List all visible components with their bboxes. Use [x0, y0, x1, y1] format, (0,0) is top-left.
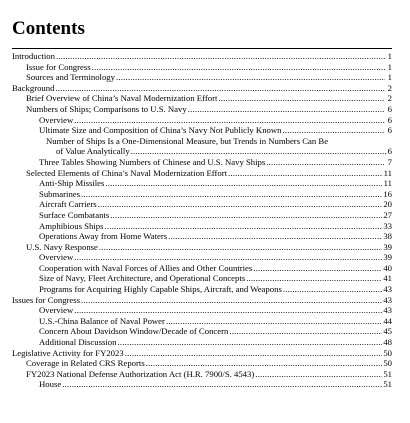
toc-entry-label: Overview [39, 252, 74, 263]
toc-entry-page: 43 [383, 284, 392, 295]
toc-entry-page: 1 [387, 61, 392, 72]
dot-leader [54, 83, 385, 94]
toc-entry-label: Size of Navy, Fleet Architecture, and Operational Concepts [39, 273, 246, 284]
toc-entry-number-of-ships-measure[interactable] [12, 136, 392, 157]
dot-leader [116, 337, 382, 348]
dot-leader [55, 51, 385, 62]
toc-entry-label: Issue for Congress [26, 61, 91, 72]
dot-leader [130, 146, 387, 157]
toc-entry-overview[interactable] [12, 252, 392, 263]
toc-entry-label: Programs for Acquiring Highly Capable Ships, Aircraft, and Weapons [39, 284, 282, 295]
toc-entry-page: 43 [383, 305, 392, 316]
toc-entry-label: Overview [39, 114, 74, 125]
toc-entry-page: 41 [383, 273, 392, 284]
toc-entry-page: 1 [387, 72, 392, 83]
toc-entry-overview[interactable] [12, 305, 392, 316]
dot-leader [145, 358, 383, 369]
toc-entry-operations-away[interactable] [12, 231, 392, 242]
dot-leader [91, 62, 385, 73]
toc-entry-label: Issues for Congress [12, 294, 81, 305]
toc-entry-balance-of-naval-power[interactable] [12, 316, 392, 327]
toc-entry-page: 50 [383, 358, 392, 369]
toc-entry-page: 48 [383, 337, 392, 348]
toc-entry-label: House [39, 379, 62, 390]
toc-entry-label: Legislative Activity for FY2023 [12, 347, 124, 358]
toc-entry-label-continued: of Value Analytically [56, 146, 130, 157]
toc-entry-anti-ship-missiles[interactable] [12, 178, 392, 189]
toc-entry-label: Sources and Terminology [26, 72, 115, 83]
dot-leader [115, 72, 385, 83]
dot-leader [282, 284, 382, 295]
toc-entry-label: Submarines [39, 188, 81, 199]
dot-leader [73, 115, 385, 126]
dot-leader [104, 178, 382, 189]
toc-entry-page: 6 [387, 114, 392, 125]
dot-leader [227, 168, 383, 179]
dot-leader [254, 369, 382, 380]
dot-leader [97, 199, 383, 210]
dot-leader [217, 93, 385, 104]
toc-entry-numbers-of-ships[interactable] [12, 104, 392, 115]
toc-entry-page: 44 [383, 315, 392, 326]
toc-entry-aircraft-carriers[interactable] [12, 199, 392, 210]
toc-entry-label: Aircraft Carriers [39, 199, 97, 210]
toc-entry-page: 11 [383, 178, 392, 189]
dot-leader [252, 263, 382, 274]
toc-entry-page: 1 [387, 51, 392, 61]
toc-entry-label: Numbers of Ships; Comparisons to U.S. Navy [26, 103, 187, 114]
toc-entry-label: Amphibious Ships [39, 220, 104, 231]
toc-entry-page: 39 [383, 252, 392, 263]
toc-entry-programs-acquiring[interactable] [12, 284, 392, 295]
dot-leader [167, 231, 382, 242]
toc-entry-page: 27 [383, 209, 392, 220]
toc-entry-page: 6 [387, 125, 392, 136]
toc-entry-additional-discussion[interactable] [12, 337, 392, 348]
toc-entry-submarines[interactable] [12, 189, 392, 200]
dot-leader [282, 125, 385, 136]
toc-entry-page: 51 [383, 368, 392, 379]
toc-entry-label: Ultimate Size and Composition of China’s Navy Not Publicly Known [39, 125, 282, 136]
toc-entry-label: U.S.-China Balance of Naval Power [39, 315, 165, 326]
toc-entry-coverage-crs[interactable] [12, 358, 392, 369]
toc-entry-label: Coverage in Related CRS Reports [26, 358, 145, 369]
toc-entry-page: 6 [387, 146, 392, 157]
toc-entry-label: Anti-Ship Missiles [39, 178, 105, 189]
toc-entry-page: 16 [383, 188, 392, 199]
toc-entry-house[interactable] [12, 379, 392, 390]
toc-entry-size-of-navy[interactable] [12, 273, 392, 284]
toc-entry-page: 50 [383, 347, 392, 358]
dot-leader [98, 242, 382, 253]
dot-leader [73, 252, 382, 263]
title-divider [12, 48, 392, 49]
toc-entry-surface-combatants[interactable] [12, 210, 392, 221]
toc-entry-label: Introduction [12, 51, 55, 61]
toc-entry-background[interactable] [12, 83, 392, 94]
toc-entry-label: Operations Away from Home Waters [39, 231, 168, 242]
toc-entry-cooperation[interactable] [12, 263, 392, 274]
toc-entry-label: Concern About Davidson Window/Decade of Concern [39, 326, 229, 337]
toc-entry-fy2023-ndaa[interactable] [12, 369, 392, 380]
toc-entry-label: Cooperation with Naval Forces of Allies and Other Countries [39, 262, 253, 273]
dot-leader [124, 348, 383, 359]
toc-entry-overview[interactable] [12, 115, 392, 126]
toc-entry-page: 2 [387, 82, 392, 93]
toc-entry-label: Number of Ships Is a One-Dimensional Measure, but Trends in Numbers Can Be [46, 135, 329, 146]
toc-entry-three-tables[interactable] [12, 157, 392, 168]
dot-leader [80, 295, 382, 306]
dot-leader [245, 273, 382, 284]
toc-entry-page: 39 [383, 241, 392, 252]
toc-entry-amphibious-ships[interactable] [12, 221, 392, 232]
toc-entry-label: Three Tables Showing Numbers of Chinese and U.S. Navy Ships [39, 156, 266, 167]
toc-entry-introduction[interactable] [12, 51, 392, 62]
dot-leader [228, 326, 382, 337]
toc-entry-davidson-window[interactable] [12, 326, 392, 337]
dot-leader [165, 316, 382, 327]
dot-leader [61, 379, 382, 390]
toc-entry-ultimate-size[interactable] [12, 125, 392, 136]
toc-list [12, 51, 392, 390]
toc-entry-page: 51 [383, 379, 392, 390]
toc-entry-issue-for-congress[interactable] [12, 62, 392, 73]
toc-entry-page: 7 [387, 156, 392, 167]
toc-entry-legislative-activity[interactable] [12, 348, 392, 359]
toc-title: Contents [12, 18, 85, 39]
toc-entry-label: Background [12, 82, 55, 93]
toc-entry-page: 33 [383, 220, 392, 231]
toc-entry-brief-overview[interactable] [12, 93, 392, 104]
dot-leader [109, 210, 382, 221]
toc-entry-page: 43 [383, 294, 392, 305]
toc-entry-selected-elements[interactable] [12, 168, 392, 179]
toc-entry-sources-and-terminology[interactable] [12, 72, 392, 83]
toc-entry-issues-for-congress[interactable] [12, 295, 392, 306]
toc-entry-page: 11 [383, 167, 392, 178]
dot-leader [80, 189, 382, 200]
toc-entry-label: Surface Combatants [39, 209, 110, 220]
toc-entry-page: 2 [387, 93, 392, 104]
toc-entry-label: U.S. Navy Response [26, 241, 98, 252]
toc-entry-label: Overview [39, 305, 74, 316]
table-of-contents [12, 18, 392, 390]
dot-leader [187, 104, 385, 115]
toc-entry-page: 40 [383, 262, 392, 273]
toc-entry-page: 38 [383, 231, 392, 242]
toc-entry-label: Brief Overview of China’s Naval Modernization Effort [26, 93, 218, 104]
dot-leader [103, 221, 382, 232]
dot-leader [73, 305, 382, 316]
toc-entry-page: 45 [383, 326, 392, 337]
toc-entry-page: 6 [387, 103, 392, 114]
toc-entry-us-navy-response[interactable] [12, 242, 392, 253]
dot-leader [265, 157, 385, 168]
toc-entry-label: FY2023 National Defense Authorization Act (H.R. 7900/S. 4543) [26, 368, 255, 379]
toc-entry-label: Additional Discussion [39, 337, 117, 348]
toc-entry-label: Selected Elements of China’s Naval Modernization Effort [26, 167, 228, 178]
toc-entry-page: 20 [383, 199, 392, 210]
